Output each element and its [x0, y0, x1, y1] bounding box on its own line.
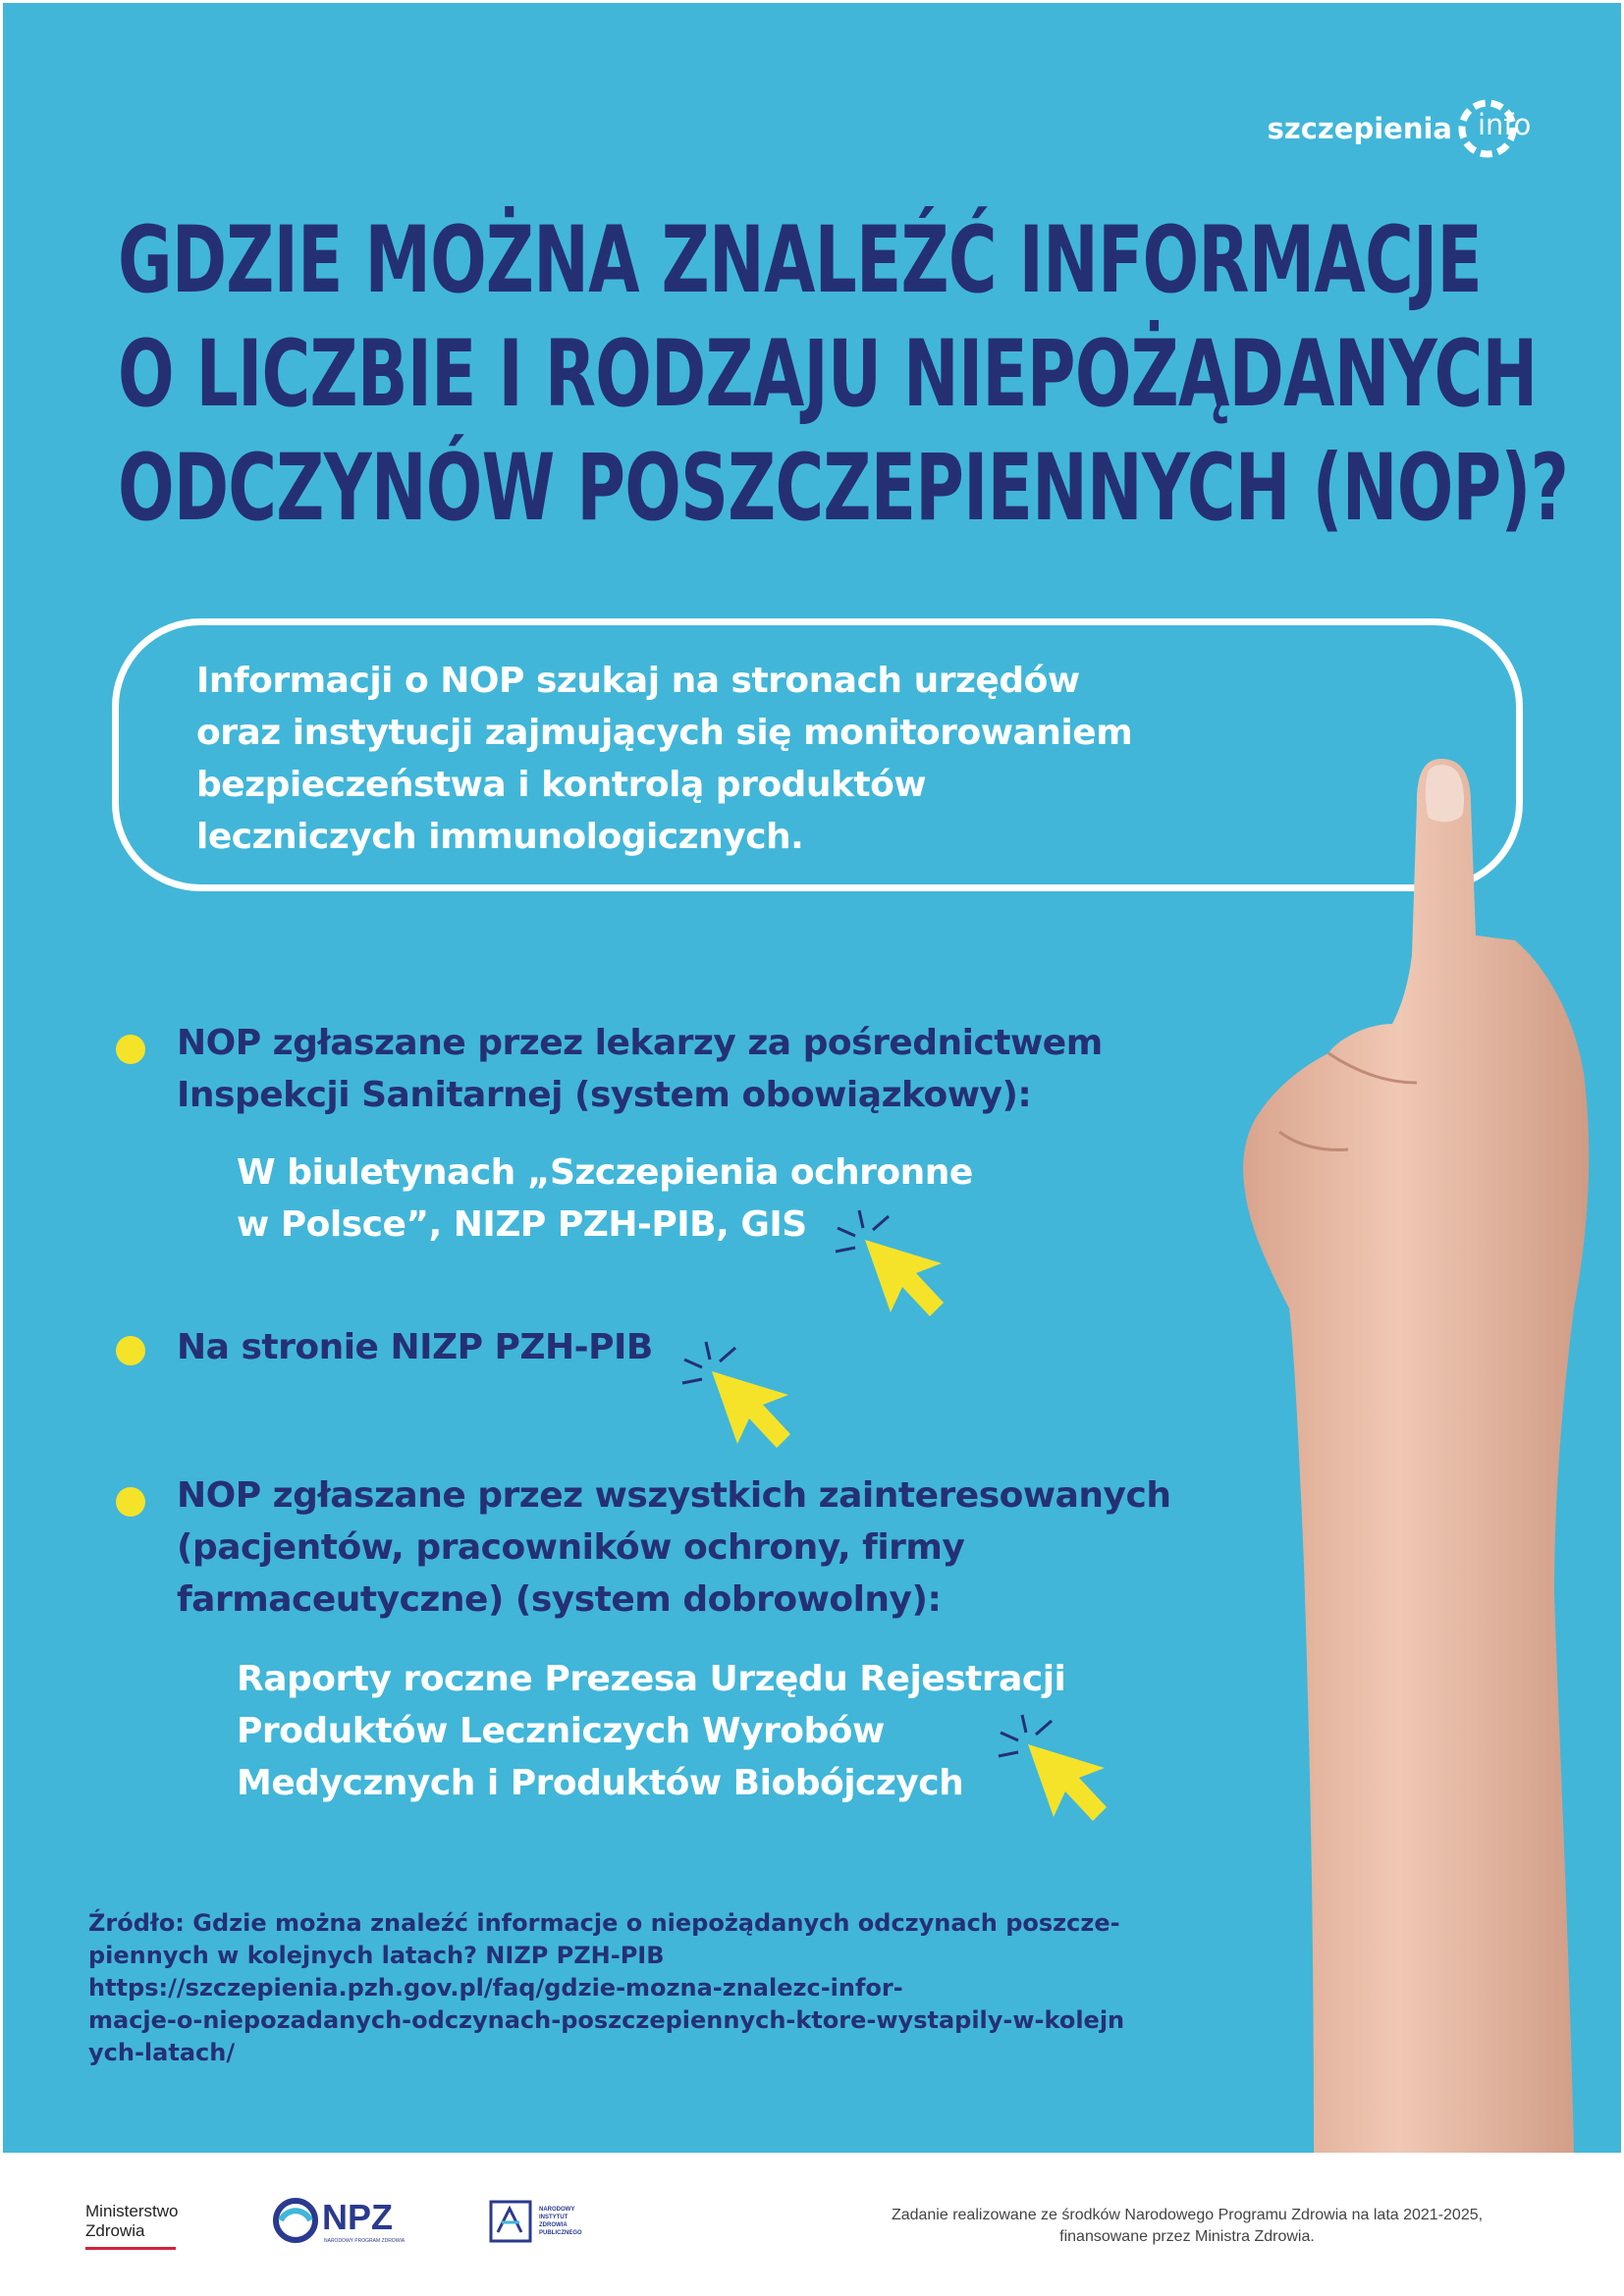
brand-logo — [1267, 97, 1532, 160]
bubble-text — [196, 655, 1178, 863]
section-heading-line: Inspekcji Sanitarnej (system obowiązkowy): — [177, 1075, 1032, 1115]
brand-suffix: info — [1478, 108, 1532, 141]
bubble-line: bezpieczeństwa i kontrolą produktów — [196, 765, 927, 805]
source-link[interactable]: https://szczepienia.pzh.gov.pl/faq/gdzie-mozna-znalezc-infor- — [88, 1974, 903, 2002]
funding-note — [843, 2205, 1531, 2248]
ministry-line: Ministerstwo — [85, 2202, 179, 2220]
title-line: GDZIE MOŻNA ZNALEŹĆ INFORMACJE — [118, 207, 1483, 314]
section-detail-line: Raporty roczne Prezesa Urzędu Rejestracji — [237, 1659, 1066, 1699]
section-detail[interactable] — [237, 1653, 1120, 1809]
pointing-hand-image — [1220, 759, 1594, 2153]
click-cursor-icon — [834, 1208, 971, 1336]
bullet-dot — [116, 1487, 145, 1517]
source-link[interactable]: ych-latach/ — [88, 2039, 236, 2066]
ministry-logo — [85, 2202, 178, 2250]
npz-word: NPZ — [322, 2197, 393, 2237]
poster-panel — [3, 3, 1621, 2153]
funding-line: Zadanie realizowane ze środków Narodowego Programu Zdrowia na lata 2021-2025, — [891, 2207, 1484, 2223]
bubble-line: Informacji o NOP szukaj na stronach urzędów — [196, 661, 1080, 701]
section-heading — [177, 1017, 1257, 1121]
section-detail-line: Medycznych i Produktów Biobójczych — [237, 1763, 964, 1803]
ministry-bar — [85, 2247, 176, 2250]
brand-ring-icon — [1456, 97, 1532, 160]
source-line: piennych w kolejnych latach? NIZP PZH-PIB — [88, 1942, 665, 1969]
section-detail-line: w Polsce”, NIZP PZH-PIB, GIS — [237, 1204, 807, 1245]
bubble-line: leczniczych immunologicznych. — [196, 817, 804, 857]
ministry-line: Zdrowia — [85, 2221, 145, 2240]
pzh-emblem-icon — [488, 2199, 533, 2244]
pzh-line: PUBLICZNEGO — [539, 2230, 582, 2236]
npz-logo — [273, 2197, 405, 2244]
pzh-line: INSTYTUT — [539, 2215, 568, 2220]
page-title — [118, 204, 1569, 546]
pzh-line: ZDROWIA — [539, 2222, 568, 2228]
source-line: Źródło: Gdzie można znaleźć informacje o niepożądanych odczynach poszcze- — [88, 1909, 1120, 1937]
title-line: ODCZYNÓW POSZCZEPIENNYCH (NOP)? — [118, 435, 1569, 542]
section-heading-line: NOP zgłaszane przez lekarzy za pośrednictwem — [177, 1023, 1103, 1063]
pzh-line: NARODOWY — [539, 2207, 575, 2213]
bubble-line: oraz instytucji zajmujących się monitorowaniem — [196, 713, 1133, 753]
section-detail[interactable] — [237, 1147, 1120, 1251]
funding-line: finansowane przez Ministra Zdrowia. — [1059, 2228, 1315, 2245]
section-heading[interactable] — [177, 1321, 962, 1373]
npz-swirl-icon — [273, 2198, 318, 2243]
section-heading-line: Na stronie NIZP PZH-PIB — [177, 1327, 653, 1367]
source-note — [88, 1907, 1125, 2069]
click-cursor-icon — [680, 1340, 818, 1468]
source-link[interactable]: macje-o-niepozadanych-odczynach-poszczepiennych-ktore-wystapily-w-kolejn — [88, 2006, 1125, 2034]
section-detail-line: Produktów Leczniczych Wyrobów — [237, 1711, 885, 1751]
pzh-logo — [488, 2199, 582, 2244]
section-heading-line: (pacjentów, pracowników ochrony, firmy — [177, 1527, 965, 1568]
brand-name: szczepienia — [1267, 112, 1452, 145]
title-line: O LICZBIE I RODZAJU NIEPOŻĄDANYCH — [118, 321, 1538, 428]
section-detail-line: W biuletynach „Szczepienia ochronne — [237, 1152, 973, 1193]
npz-subtitle: NARODOWY PROGRAM ZDROWIA — [324, 2238, 406, 2244]
section-heading — [177, 1469, 1306, 1626]
bullet-dot — [116, 1035, 145, 1064]
bullet-dot — [116, 1336, 145, 1365]
section-heading-line: NOP zgłaszane przez wszystkich zainteresowanych — [177, 1475, 1171, 1516]
click-cursor-icon — [997, 1713, 1134, 1841]
section-heading-line: farmaceutyczne) (system dobrowolny): — [177, 1579, 942, 1620]
